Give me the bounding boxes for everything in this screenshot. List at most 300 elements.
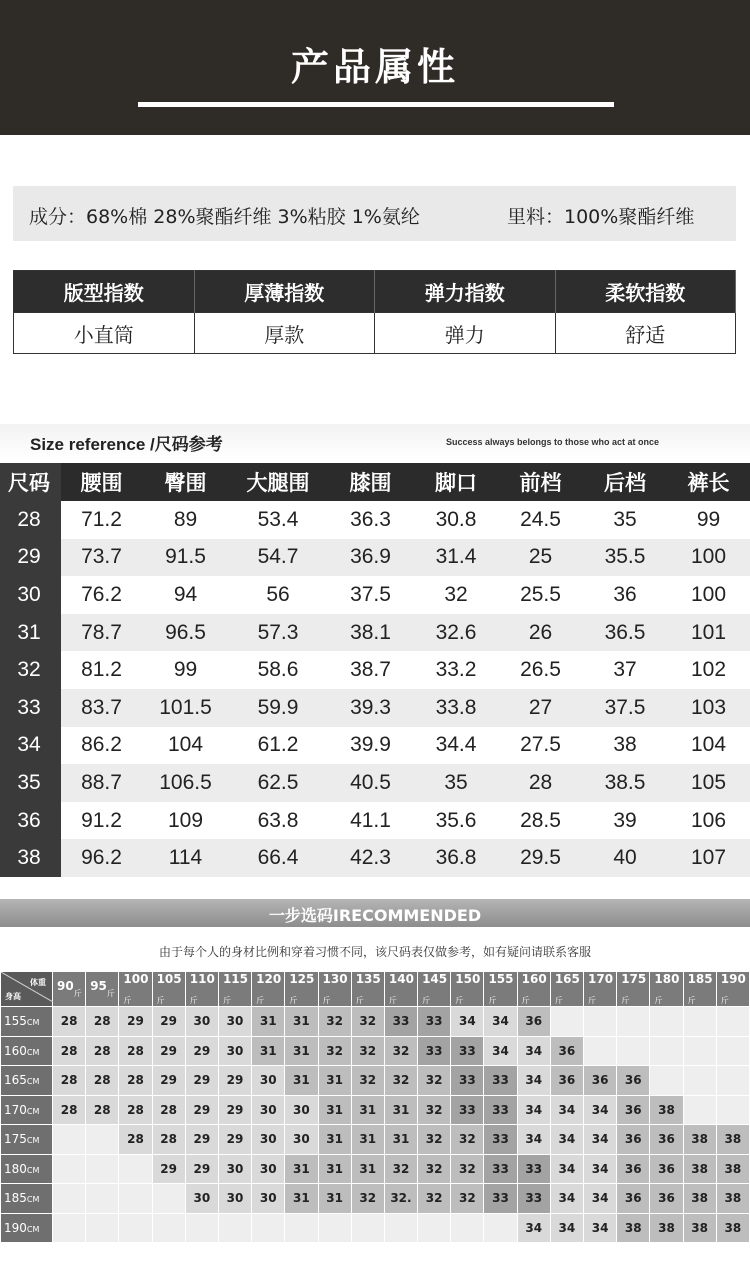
recommended-size-cell: 32 [385, 1066, 417, 1095]
recommended-size-cell: 36 [650, 1125, 682, 1154]
measurement-cell: 104 [142, 727, 229, 765]
lining-text: 里料：100%聚酯纤维 [507, 206, 695, 228]
recommended-size-cell: 36 [584, 1066, 616, 1095]
weight-header: $110_斤$ [186, 972, 218, 1006]
measurement-column-header: 脚口 [414, 463, 498, 501]
measurement-cell: 99 [667, 501, 750, 539]
measurement-cell: 94 [142, 576, 229, 614]
weight-header: $180_斤$ [650, 972, 682, 1006]
recommended-size-cell: 34 [584, 1096, 616, 1125]
measurement-cell: 61.2 [229, 727, 327, 765]
recommended-size-cell: 36 [518, 1007, 550, 1036]
recommended-size-cell: 30 [252, 1096, 284, 1125]
measurement-cell: 57.3 [229, 614, 327, 652]
recommended-size-cell: 36 [551, 1037, 583, 1066]
measurement-cell: 33.8 [414, 689, 498, 727]
measurement-cell: 39.3 [327, 689, 414, 727]
recommended-size-cell [617, 1007, 649, 1036]
recommended-size-cell: 34 [551, 1214, 583, 1243]
size-reference-title: Size reference /尺码参考 [30, 435, 223, 454]
weight-header: $170_斤$ [584, 972, 616, 1006]
composition-text: 成分：68%棉 28%聚酯纤维 3%粘胶 1%氨纶 [29, 206, 420, 228]
measurement-cell: 42.3 [327, 839, 414, 877]
measurement-cell: 106 [667, 802, 750, 840]
table-row [0, 839, 750, 877]
recommended-size-cell: 31 [319, 1066, 351, 1095]
recommended-size-cell [153, 1184, 185, 1213]
table-row [0, 689, 750, 727]
recommended-size-cell: 28 [53, 1066, 85, 1095]
recommended-size-cell: 33 [518, 1184, 550, 1213]
weight-header: $165_斤$ [551, 972, 583, 1006]
recommended-size-cell: 38 [650, 1096, 682, 1125]
measurement-cell: 36.9 [327, 539, 414, 577]
recommended-size-cell: 32 [451, 1125, 483, 1154]
recommended-title: 一步选码IRECOMMENDED [268, 906, 482, 925]
attr-value: 弹力 [375, 313, 556, 354]
weight-header: $125_斤$ [285, 972, 317, 1006]
table-row [1, 1096, 749, 1125]
title-underline [138, 102, 614, 107]
table-row [1, 1214, 749, 1243]
attr-value: 小直筒 [14, 313, 195, 354]
attr-header: 厚薄指数 [194, 271, 375, 313]
recommended-size-cell: 34 [551, 1155, 583, 1184]
recommended-size-cell: 32 [418, 1066, 450, 1095]
measurement-cell: 35 [414, 764, 498, 802]
attribute-table [13, 270, 736, 354]
composition-bar [13, 186, 736, 241]
measurement-cell: 96.2 [61, 839, 142, 877]
grid-corner [1, 972, 52, 1006]
recommended-size-cell: 36 [617, 1184, 649, 1213]
recommended-size-cell: 33 [385, 1007, 417, 1036]
recommended-size-cell: 30 [285, 1125, 317, 1154]
measurement-cell: 63.8 [229, 802, 327, 840]
recommended-size-cell: 34 [518, 1096, 550, 1125]
recommended-size-cell: 36 [650, 1155, 682, 1184]
measurement-cell: 76.2 [61, 576, 142, 614]
measurement-cell: 73.7 [61, 539, 142, 577]
measurement-column-header: 膝围 [327, 463, 414, 501]
size-label: 36 [0, 802, 58, 840]
measurement-cell: 99 [142, 651, 229, 689]
recommended-size-cell: 29 [153, 1155, 185, 1184]
recommended-size-cell: 32 [418, 1184, 450, 1213]
recommended-size-cell: 30 [219, 1007, 251, 1036]
measurement-cell: 106.5 [142, 764, 229, 802]
recommended-size-cell: 30 [252, 1155, 284, 1184]
weight-header: $155_斤$ [484, 972, 516, 1006]
measurement-cell: 25 [498, 539, 583, 577]
recommended-size-cell: 31 [385, 1125, 417, 1154]
recommended-size-cell: 30 [252, 1066, 284, 1095]
measurement-cell: 24.5 [498, 501, 583, 539]
weight-header: $185_斤$ [684, 972, 716, 1006]
recommended-size-cell: 28 [53, 1007, 85, 1036]
measurement-cell: 100 [667, 576, 750, 614]
weight-header: $140_斤$ [385, 972, 417, 1006]
measurement-cell: 40 [583, 839, 667, 877]
height-row-header: 155CM [1, 1007, 52, 1036]
recommended-size-cell [53, 1184, 85, 1213]
recommended-size-cell [717, 1096, 749, 1125]
measurement-cell: 101 [667, 614, 750, 652]
recommended-size-cell: 28 [153, 1096, 185, 1125]
weight-header: $90_斤$ [53, 972, 85, 1006]
measurement-cell: 96.5 [142, 614, 229, 652]
recommended-size-cell [86, 1214, 118, 1243]
height-row-header: 190CM [1, 1214, 52, 1243]
recommended-size-cell: 34 [484, 1007, 516, 1036]
weight-header: $130_斤$ [319, 972, 351, 1006]
measurement-cell: 38.5 [583, 764, 667, 802]
recommended-size-cell: 38 [717, 1155, 749, 1184]
recommended-size-cell: 28 [119, 1066, 151, 1095]
table-row [0, 576, 750, 614]
recommended-note: 由于每个人的身材比例和穿着习惯不同，该尺码表仅做参考，如有疑问请联系客服 [158, 945, 591, 959]
measurement-cell: 25.5 [498, 576, 583, 614]
weight-header: $150_斤$ [451, 972, 483, 1006]
table-row [0, 614, 750, 652]
measurement-cell: 101.5 [142, 689, 229, 727]
measurement-cell: 88.7 [61, 764, 142, 802]
measurement-column-header: 臀围 [142, 463, 229, 501]
recommended-size-cell: 32 [451, 1155, 483, 1184]
table-row [0, 764, 750, 802]
recommended-size-cell: 32 [319, 1037, 351, 1066]
recommended-size-cell: 31 [285, 1184, 317, 1213]
recommended-size-cell [584, 1037, 616, 1066]
recommended-size-cell: 33 [451, 1037, 483, 1066]
table-row [1, 1184, 749, 1213]
measurement-cell: 103 [667, 689, 750, 727]
measurement-cell: 26.5 [498, 651, 583, 689]
recommended-size-cell: 32 [352, 1037, 384, 1066]
recommended-size-cell [53, 1214, 85, 1243]
measurement-cell: 36.8 [414, 839, 498, 877]
recommended-size-cell: 34 [584, 1125, 616, 1154]
size-label: 33 [0, 689, 58, 727]
size-recommendation-grid [0, 971, 750, 1243]
recommended-size-cell: 34 [584, 1155, 616, 1184]
recommended-size-cell: 34 [551, 1184, 583, 1213]
height-row-header: 180CM [1, 1155, 52, 1184]
recommended-size-cell [717, 1037, 749, 1066]
measurement-cell: 37.5 [327, 576, 414, 614]
measurement-cell: 83.7 [61, 689, 142, 727]
measurement-cell: 27 [498, 689, 583, 727]
height-row-header: 160CM [1, 1037, 52, 1066]
recommended-size-cell: 32 [352, 1007, 384, 1036]
recommended-size-cell: 34 [484, 1037, 516, 1066]
recommended-size-cell [684, 1066, 716, 1095]
measurement-cell: 78.7 [61, 614, 142, 652]
recommended-size-cell: 31 [319, 1155, 351, 1184]
measurement-cell: 36.5 [583, 614, 667, 652]
recommended-size-cell: 34 [518, 1066, 550, 1095]
recommended-size-cell: 32 [352, 1184, 384, 1213]
weight-header: $190_斤$ [717, 972, 749, 1006]
height-row-header: 175CM [1, 1125, 52, 1154]
recommended-size-cell: 30 [219, 1037, 251, 1066]
recommended-size-cell [285, 1214, 317, 1243]
recommended-size-cell: 33 [484, 1155, 516, 1184]
measurement-cell: 26 [498, 614, 583, 652]
recommended-size-cell: 33 [518, 1155, 550, 1184]
measurement-cell: 32.6 [414, 614, 498, 652]
recommended-size-cell: 34 [518, 1214, 550, 1243]
recommended-size-cell: 28 [86, 1007, 118, 1036]
measurement-cell: 107 [667, 839, 750, 877]
measurement-cell: 35.5 [583, 539, 667, 577]
recommended-size-cell: 34 [584, 1214, 616, 1243]
recommended-size-cell: 31 [285, 1037, 317, 1066]
recommended-size-cell: 33 [484, 1184, 516, 1213]
measurement-cell: 56 [229, 576, 327, 614]
weight-header: $175_斤$ [617, 972, 649, 1006]
recommended-size-cell: 28 [86, 1037, 118, 1066]
recommended-size-cell: 38 [650, 1214, 682, 1243]
measurement-cell: 91.2 [61, 802, 142, 840]
measurement-cell: 39.9 [327, 727, 414, 765]
measurement-cell: 37 [583, 651, 667, 689]
recommended-size-cell: 34 [518, 1125, 550, 1154]
table-row [1, 1066, 749, 1095]
measurement-cell: 89 [142, 501, 229, 539]
recommended-size-cell: 28 [119, 1125, 151, 1154]
page-title: 产品属性 [290, 45, 459, 89]
recommended-size-cell: 28 [153, 1125, 185, 1154]
recommended-size-cell: 32 [385, 1155, 417, 1184]
measurement-cell: 39 [583, 802, 667, 840]
recommended-size-cell: 29 [219, 1125, 251, 1154]
recommended-size-cell [484, 1214, 516, 1243]
measurement-cell: 59.9 [229, 689, 327, 727]
table-row [0, 501, 750, 539]
recommended-size-cell [186, 1214, 218, 1243]
recommended-size-cell: 29 [153, 1066, 185, 1095]
measurement-cell: 35 [583, 501, 667, 539]
measurement-cell: 38.7 [327, 651, 414, 689]
recommended-size-cell: 30 [252, 1125, 284, 1154]
recommended-size-cell: 34 [451, 1007, 483, 1036]
recommended-size-cell: 38 [717, 1184, 749, 1213]
recommended-size-cell: 32 [418, 1125, 450, 1154]
weight-header: $145_斤$ [418, 972, 450, 1006]
measurement-cell: 102 [667, 651, 750, 689]
measurement-cell: 104 [667, 727, 750, 765]
recommended-size-cell [717, 1066, 749, 1095]
recommended-size-cell [86, 1125, 118, 1154]
recommended-size-cell: 29 [186, 1155, 218, 1184]
recommended-size-cell: 30 [219, 1184, 251, 1213]
recommended-size-cell: 30 [186, 1184, 218, 1213]
recommended-size-cell: 33 [484, 1125, 516, 1154]
recommended-size-cell [650, 1066, 682, 1095]
recommended-size-cell: 28 [86, 1096, 118, 1125]
measurement-cell: 71.2 [61, 501, 142, 539]
recommended-size-cell: 28 [53, 1037, 85, 1066]
recommended-size-cell [119, 1184, 151, 1213]
recommended-size-cell [684, 1037, 716, 1066]
recommended-size-cell: 31 [319, 1184, 351, 1213]
recommended-size-cell: 29 [186, 1125, 218, 1154]
recommended-size-cell [153, 1214, 185, 1243]
recommended-size-cell: 36 [617, 1125, 649, 1154]
measurement-cell: 28 [498, 764, 583, 802]
size-column-header: 尺码 [0, 463, 58, 501]
recommended-size-cell: 38 [684, 1214, 716, 1243]
measurement-column-header: 前档 [498, 463, 583, 501]
measurement-column-header: 腰围 [61, 463, 142, 501]
size-label: 32 [0, 651, 58, 689]
recommended-size-cell: 29 [119, 1007, 151, 1036]
recommended-size-cell: 31 [319, 1096, 351, 1125]
recommended-size-cell: 36 [617, 1096, 649, 1125]
recommended-size-cell: 31 [352, 1155, 384, 1184]
size-label: 31 [0, 614, 58, 652]
recommended-size-cell: 29 [153, 1007, 185, 1036]
recommended-size-cell: 38 [617, 1214, 649, 1243]
recommended-size-cell: 31 [285, 1066, 317, 1095]
size-label: 30 [0, 576, 58, 614]
measurement-column-header: 后档 [583, 463, 667, 501]
recommended-size-cell [617, 1037, 649, 1066]
measurement-cell: 30.8 [414, 501, 498, 539]
measurement-cell: 58.6 [229, 651, 327, 689]
recommended-size-cell: 30 [252, 1184, 284, 1213]
measurement-cell: 53.4 [229, 501, 327, 539]
measurement-cell: 32 [414, 576, 498, 614]
recommended-size-cell [650, 1037, 682, 1066]
recommended-size-cell [717, 1007, 749, 1036]
recommended-size-cell: 33 [418, 1007, 450, 1036]
recommended-size-cell: 34 [518, 1037, 550, 1066]
measurement-cell: 31.4 [414, 539, 498, 577]
recommended-size-cell [219, 1214, 251, 1243]
recommended-size-cell: 36 [617, 1155, 649, 1184]
recommended-size-cell: 31 [352, 1096, 384, 1125]
recommended-size-cell: 29 [186, 1096, 218, 1125]
measurement-cell: 35.6 [414, 802, 498, 840]
measurement-cell: 91.5 [142, 539, 229, 577]
measurement-cell: 41.1 [327, 802, 414, 840]
weight-header: $95_斤$ [86, 972, 118, 1006]
measurement-cell: 36 [583, 576, 667, 614]
recommended-size-cell: 28 [53, 1096, 85, 1125]
recommended-size-cell: 34 [551, 1125, 583, 1154]
recommended-size-cell [119, 1214, 151, 1243]
measurement-column-header: 大腿围 [229, 463, 327, 501]
size-label: 34 [0, 727, 58, 765]
recommended-size-cell: 31 [252, 1037, 284, 1066]
weight-header: $105_斤$ [153, 972, 185, 1006]
recommended-size-cell: 38 [717, 1214, 749, 1243]
measurement-cell: 114 [142, 839, 229, 877]
measurement-cell: 54.7 [229, 539, 327, 577]
recommended-size-cell: 38 [684, 1155, 716, 1184]
recommended-size-cell: 32 [418, 1096, 450, 1125]
measurement-cell: 40.5 [327, 764, 414, 802]
recommended-size-cell [86, 1155, 118, 1184]
table-row [0, 539, 750, 577]
recommended-size-cell [684, 1007, 716, 1036]
recommended-size-cell: 31 [385, 1096, 417, 1125]
measurement-column-header: 裤长 [667, 463, 750, 501]
measurement-cell: 105 [667, 764, 750, 802]
recommended-size-cell [551, 1007, 583, 1036]
recommended-size-cell: 33 [484, 1096, 516, 1125]
recommended-size-cell [584, 1007, 616, 1036]
measurement-cell: 37.5 [583, 689, 667, 727]
recommended-size-cell: 31 [285, 1007, 317, 1036]
measurement-cell: 29.5 [498, 839, 583, 877]
size-label: 35 [0, 764, 58, 802]
recommended-size-cell [53, 1125, 85, 1154]
weight-axis-label: 体重 [30, 978, 46, 987]
measurement-cell: 86.2 [61, 727, 142, 765]
recommended-size-cell: 29 [153, 1037, 185, 1066]
recommended-size-cell [650, 1007, 682, 1036]
recommended-size-cell: 31 [252, 1007, 284, 1036]
measurement-cell: 28.5 [498, 802, 583, 840]
weight-header: $160_斤$ [518, 972, 550, 1006]
measurement-cell: 27.5 [498, 727, 583, 765]
recommended-size-cell [119, 1155, 151, 1184]
recommended-size-cell: 33 [484, 1066, 516, 1095]
weight-header: $100_斤$ [119, 972, 151, 1006]
measurement-cell: 81.2 [61, 651, 142, 689]
recommended-size-cell: 32 [418, 1155, 450, 1184]
measurement-cell: 38 [583, 727, 667, 765]
measurement-cell: 36.3 [327, 501, 414, 539]
size-reference-slogan: Success always belongs to those who act at once [446, 437, 660, 447]
recommended-size-cell [418, 1214, 450, 1243]
recommended-size-cell: 38 [684, 1125, 716, 1154]
recommended-size-cell [86, 1184, 118, 1213]
measurement-cell: 34.4 [414, 727, 498, 765]
table-row [0, 802, 750, 840]
recommended-size-cell [53, 1155, 85, 1184]
recommended-size-cell: 36 [650, 1184, 682, 1213]
attr-value: 舒适 [555, 313, 736, 354]
table-row [1, 1007, 749, 1036]
recommended-size-cell: 31 [285, 1155, 317, 1184]
recommended-size-cell: 31 [352, 1125, 384, 1154]
recommended-size-cell: 32 [385, 1037, 417, 1066]
measurement-cell: 33.2 [414, 651, 498, 689]
recommended-size-cell: 30 [219, 1155, 251, 1184]
recommended-size-cell: 34 [551, 1096, 583, 1125]
size-label: 38 [0, 839, 58, 877]
recommended-size-cell: 32 [319, 1007, 351, 1036]
attr-header: 柔软指数 [555, 271, 736, 313]
recommended-size-cell: 29 [219, 1096, 251, 1125]
height-axis-label: 身高 [5, 992, 21, 1001]
recommended-size-cell [319, 1214, 351, 1243]
recommended-size-cell: 32 [451, 1184, 483, 1213]
recommended-size-cell: 32 [352, 1066, 384, 1095]
measurement-cell: 38.1 [327, 614, 414, 652]
table-row [0, 727, 750, 765]
table-row [1, 1125, 749, 1154]
table-row [1, 1155, 749, 1184]
recommended-size-cell: 33 [451, 1096, 483, 1125]
recommended-size-cell [684, 1096, 716, 1125]
measurement-cell: 62.5 [229, 764, 327, 802]
size-label: 29 [0, 539, 58, 577]
